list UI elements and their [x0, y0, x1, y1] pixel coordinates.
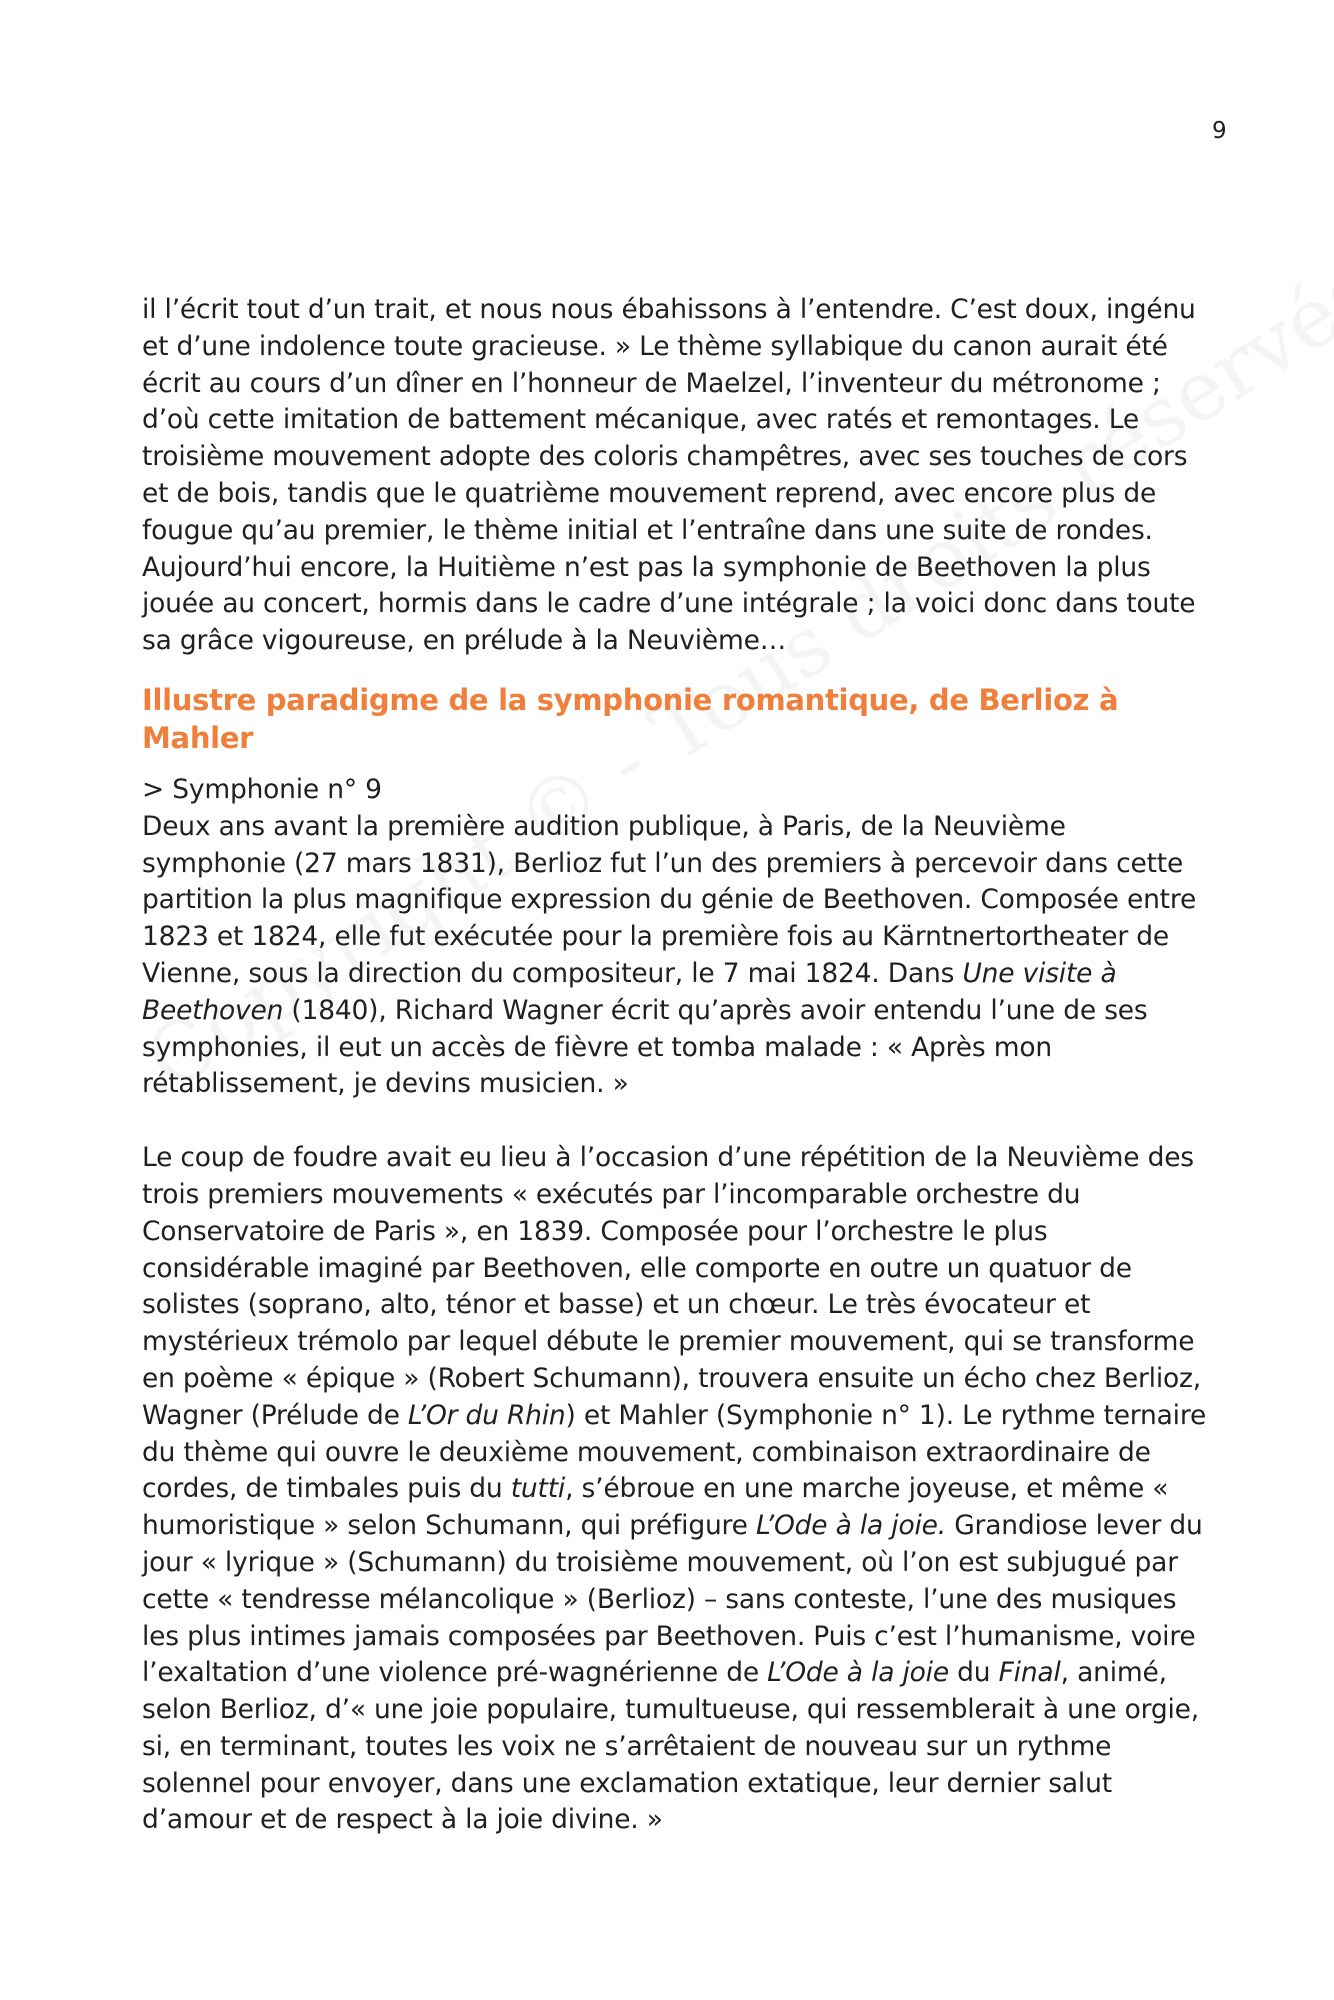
paragraph-1 [142, 809, 1212, 1103]
section-heading: Illustre paradigme de la symphonie romantique, de Berlioz à Mahler [142, 682, 1119, 755]
paragraph-2-text-d: Grandiose lever du jour « lyrique » (Schumann) du troisième mouvement, où l’on est subjugué par cette « tendresse mélancolique » (Berlioz) – sans conteste, l’une des musiques les plus intimes jamais composées par Beethoven. Puis c’est l’humanisme, voire l’exaltation d’une violence pré-wagnérienne de [142, 1510, 1203, 1689]
page-number: 9 [1212, 118, 1227, 144]
paragraph-2 [142, 1140, 1212, 1839]
page-content [142, 292, 1212, 1839]
paragraph-1-text-b: (1840), Richard Wagner écrit qu’après avoir entendu l’une de ses symphonies, il eut un accès de fièvre et tomba malade : « Après mon rétablissement, je devins musicien. » [142, 994, 1148, 1100]
paragraph-2-text-b: ) et Mahler (Symphonie n° 1). Le rythme ternaire du thème qui ouvre le deuxième mouvement, combinaison extraordinaire de cordes, de timbales puis du [142, 1399, 1207, 1505]
work-title-or-du-rhin: L’Or du Rhin [407, 1399, 566, 1431]
term-tutti: tutti [510, 1473, 566, 1505]
paragraph-1-text-a: Deux ans avant la première audition publique, à Paris, de la Neuvième symphonie (27 mars 1831), Berlioz fut l’un des premiers à percevoir dans cette partition la plus magnifique expression du génie de Beethoven. Composée entre 1823 et 1824, elle fut exécutée pour la première fois au Kärntnertortheater de Vienne, sous la direction du compositeur, le 7 mai 1824. Dans [142, 810, 1197, 989]
term-final: Final [998, 1657, 1061, 1689]
paragraph-2-text-a: Le coup de foudre avait eu lieu à l’occasion d’une répétition de la Neuvième des trois premiers mouvements « exécutés par l’incomparable orchestre du Conservatoire de Paris », en 1839. Composée pour l’orchestre le plus considérable imaginé par Beethoven, elle comporte en outre un quatuor de solistes (soprano, alto, ténor et basse) et un chœur. Le très évocateur et mystérieux trémolo par lequel débute le premier mouvement, qui se transforme en poème « épique » (Robert Schumann), trouvera ensuite un écho chez Berlioz, Wagner (Prélude de [142, 1142, 1201, 1431]
intro-paragraph: il l’écrit tout d’un trait, et nous nous ébahissons à l’entendre. C’est doux, ingénu et d’une indolence toute gracieuse. » Le thème syllabique du canon aurait été écrit au cours d’un dîner en l’honneur de Maelzel, l’inventeur du métronome ; d’où cette imitation de battement mécanique, avec ratés et remontages. Le troisième mouvement adopte des coloris champêtres, avec ses touches de cors et de bois, tandis que le quatrième mouvement reprend, avec encore plus de fougue qu’au premier, le thème initial et l’entraîne dans une suite de rondes. Aujourd’hui encore, la Huitième n’est pas la symphonie de Beethoven la plus jouée au concert, hormis dans le cadre d’une intégrale ; la voici donc dans toute sa grâce vigoureuse, en prélude à la Neuvième… [142, 294, 1196, 657]
work-title-une-visite: Une visite à Beethoven [142, 957, 1117, 1026]
paragraph-2-text-f: , animé, selon Berlioz, d’« une joie populaire, tumultueuse, qui ressemblerait à une orgie, si, en terminant, toutes les voix ne s’arrêtaient de nouveau sur un rythme solennel pour envoyer, dans une exclamation extatique, leur dernier salut d’amour et de respect à la joie divine. » [142, 1657, 1200, 1836]
work-title-ode-1: L’Ode à la joie. [755, 1510, 946, 1542]
work-title-ode-2: L’Ode à la joie [767, 1657, 949, 1689]
paragraph-2-text-e: du [948, 1657, 999, 1689]
section-subheading: > Symphonie n° 9 [142, 773, 382, 805]
paragraph-2-text-c: , s’ébroue en une marche joyeuse, et même « humoristique » selon Schumann, qui préfigure [142, 1473, 1169, 1542]
